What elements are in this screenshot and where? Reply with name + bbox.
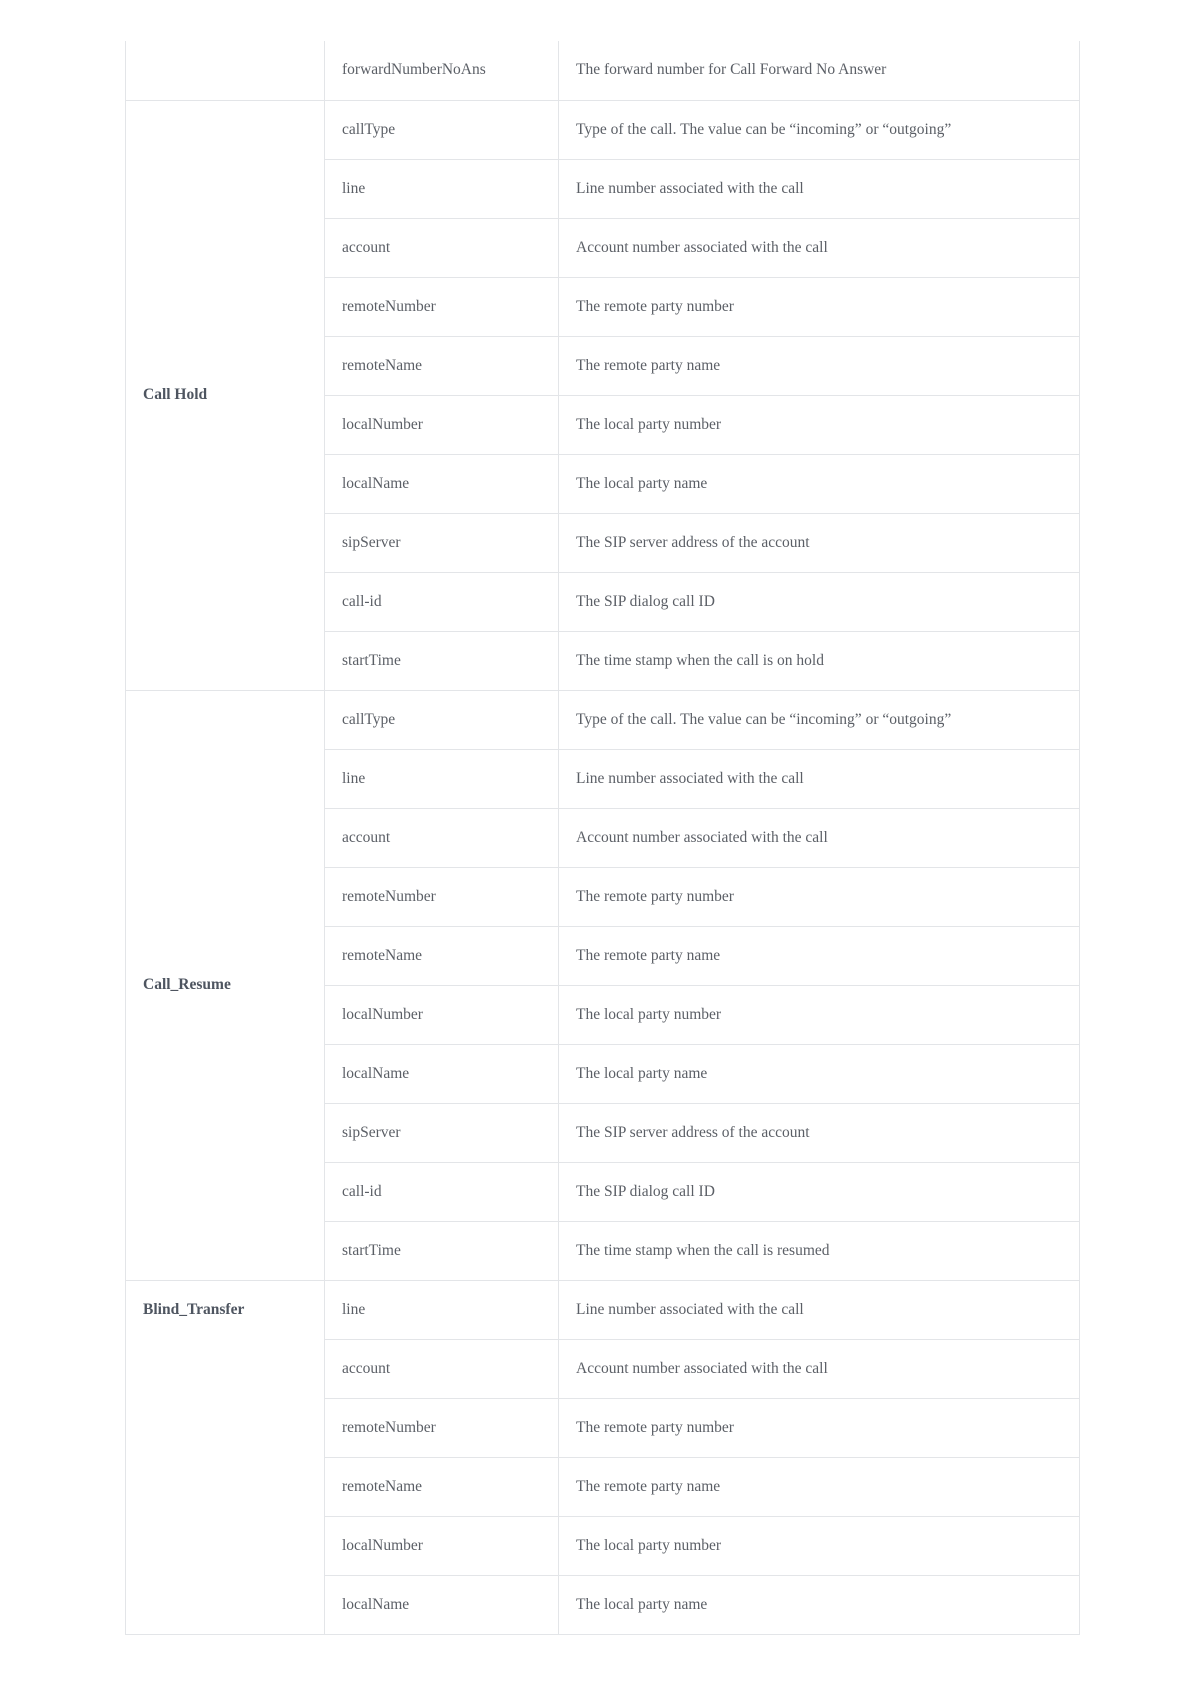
parameter-name: forwardNumberNoAns	[325, 41, 559, 100]
parameter-name: remoteName	[325, 336, 559, 395]
parameter-name: localNumber	[325, 395, 559, 454]
event-cell-empty	[126, 41, 325, 100]
parameter-name: remoteNumber	[325, 277, 559, 336]
parameter-name: remoteName	[325, 1457, 559, 1516]
parameter-description: The SIP server address of the account	[559, 1103, 1080, 1162]
parameter-name: account	[325, 1339, 559, 1398]
parameter-name: localNumber	[325, 1516, 559, 1575]
parameter-name: startTime	[325, 1221, 559, 1280]
parameter-name: localName	[325, 454, 559, 513]
parameter-name: startTime	[325, 631, 559, 690]
parameter-name: call-id	[325, 572, 559, 631]
parameter-description: The remote party name	[559, 926, 1080, 985]
table-row	[126, 41, 1080, 100]
parameter-name: localNumber	[325, 985, 559, 1044]
event-cell-empty	[126, 1339, 325, 1634]
parameter-description: The remote party number	[559, 277, 1080, 336]
parameter-description: The forward number for Call Forward No Answer	[559, 41, 1080, 100]
parameter-description: The time stamp when the call is resumed	[559, 1221, 1080, 1280]
parameter-description: The remote party number	[559, 1398, 1080, 1457]
parameter-description: The SIP server address of the account	[559, 513, 1080, 572]
parameter-description: The local party number	[559, 1516, 1080, 1575]
event-name: Call Hold	[126, 100, 325, 690]
parameter-name: account	[325, 808, 559, 867]
parameter-description: The SIP dialog call ID	[559, 572, 1080, 631]
table-row	[126, 100, 1080, 159]
parameter-description: The remote party number	[559, 867, 1080, 926]
parameter-description: The time stamp when the call is on hold	[559, 631, 1080, 690]
table-row	[126, 1280, 1080, 1339]
parameter-name: remoteName	[325, 926, 559, 985]
parameter-name: sipServer	[325, 1103, 559, 1162]
parameter-description: Type of the call. The value can be “incoming” or “outgoing”	[559, 690, 1080, 749]
parameter-description: Account number associated with the call	[559, 218, 1080, 277]
parameter-name: callType	[325, 690, 559, 749]
parameter-name: account	[325, 218, 559, 277]
parameter-description: The SIP dialog call ID	[559, 1162, 1080, 1221]
parameter-name: sipServer	[325, 513, 559, 572]
parameter-name: localName	[325, 1044, 559, 1103]
parameter-description: Account number associated with the call	[559, 808, 1080, 867]
parameter-name: call-id	[325, 1162, 559, 1221]
parameter-description: Account number associated with the call	[559, 1339, 1080, 1398]
parameter-description: The local party name	[559, 454, 1080, 513]
parameter-description: The local party name	[559, 1044, 1080, 1103]
parameter-name: line	[325, 1280, 559, 1339]
event-name: Blind_Transfer	[126, 1280, 325, 1339]
parameter-description: The remote party name	[559, 1457, 1080, 1516]
parameter-name: line	[325, 749, 559, 808]
parameter-description: The local party name	[559, 1575, 1080, 1634]
parameter-description: The remote party name	[559, 336, 1080, 395]
parameter-description: The local party number	[559, 985, 1080, 1044]
parameter-description: The local party number	[559, 395, 1080, 454]
parameter-name: remoteNumber	[325, 1398, 559, 1457]
parameter-description: Line number associated with the call	[559, 749, 1080, 808]
table-row	[126, 690, 1080, 749]
parameter-name: callType	[325, 100, 559, 159]
parameter-name: remoteNumber	[325, 867, 559, 926]
event-parameters-table	[125, 41, 1080, 1635]
parameter-description: Line number associated with the call	[559, 1280, 1080, 1339]
parameter-name: line	[325, 159, 559, 218]
event-name: Call_Resume	[126, 690, 325, 1280]
table-row	[126, 1339, 1080, 1398]
parameter-description: Type of the call. The value can be “incoming” or “outgoing”	[559, 100, 1080, 159]
parameter-description: Line number associated with the call	[559, 159, 1080, 218]
parameter-name: localName	[325, 1575, 559, 1634]
